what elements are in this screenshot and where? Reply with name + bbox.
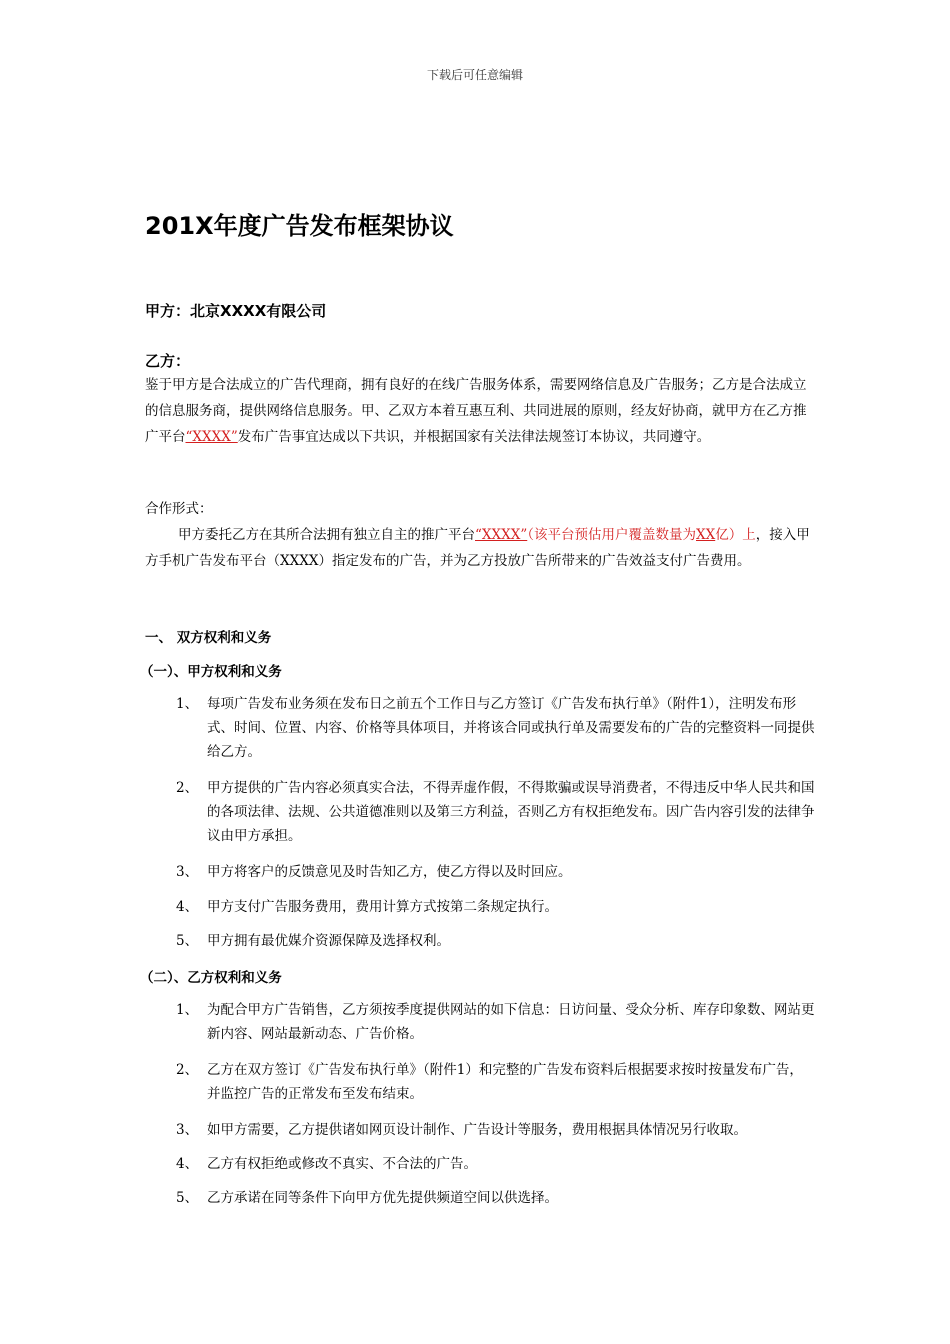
- item-text: 甲方将客户的反馈意见及时告知乙方，使乙方得以及时回应。: [207, 864, 572, 880]
- list-item: [176, 998, 816, 1046]
- item-number: 4、: [176, 899, 199, 915]
- section-heading-1: 一、 双方权利和义务: [145, 630, 272, 646]
- item-number: 3、: [176, 1122, 199, 1138]
- intro-paragraph: [145, 372, 810, 450]
- intro-platform: “XXXX”: [185, 429, 238, 445]
- coop-text-1: 甲方委托乙方在其所合法拥有独立自主的推广平台: [178, 527, 475, 543]
- subsection-heading-1: （一）、甲方权利和义务: [140, 664, 282, 680]
- party-a: 甲方：北京XXXX有限公司: [145, 302, 327, 320]
- item-text: 甲方支付广告服务费用，费用计算方式按第二条规定执行。: [207, 899, 558, 915]
- list-item: [176, 1186, 816, 1210]
- coop-note-1: （该平台预估用户覆盖数量为: [527, 527, 696, 543]
- intro-text-2: 发布广告事宜达成以下共识，并根据国家有关法律法规签订本协议，共同遵守。: [237, 429, 711, 445]
- coop-note-xx: XX: [696, 527, 716, 543]
- item-text: 乙方承诺在同等条件下向甲方优先提供频道空间以供选择。: [207, 1190, 558, 1206]
- item-number: 4、: [176, 1156, 199, 1172]
- item-text: 乙方有权拒绝或修改不真实、不合法的广告。: [207, 1156, 477, 1172]
- item-number: 1、: [176, 696, 199, 712]
- list-item: [176, 1118, 816, 1142]
- document-title: 201X年度广告发布框架协议: [145, 212, 454, 240]
- coop-paragraph: [145, 522, 810, 574]
- list-item: [176, 692, 816, 764]
- intro-text-1: 鉴于甲方是合法成立的广告代理商，拥有良好的在线广告服务体系，需要网络信息及广告服务；乙方是合法成立的信息服务商，提供网络信息服务。甲、乙双方本着互惠互利、共同进展的原则，经友好协商，就甲方在乙方推广平台: [145, 377, 807, 445]
- subsection-heading-2: （二）、乙方权利和义务: [140, 970, 282, 986]
- list-item: [176, 929, 816, 953]
- item-number: 5、: [176, 933, 199, 949]
- coop-text-2: ，接入甲方手机广告发布平台（XXXX）指定发布的广告，并为乙方投放广告所带来的广告效益支付广告费用。: [145, 527, 810, 569]
- list-item: [176, 1058, 816, 1106]
- list-item: [176, 895, 816, 919]
- item-number: 2、: [176, 1062, 199, 1078]
- item-number: 3、: [176, 864, 199, 880]
- coop-note-2: 亿）上: [715, 527, 756, 543]
- item-number: 2、: [176, 780, 199, 796]
- item-text: 乙方在双方签订《广告发布执行单》（附件1）和完整的广告发布资料后根据要求按时按量发布广告，并监控广告的正常发布至发布结束。: [207, 1062, 803, 1102]
- coop-platform: “XXXX”: [475, 527, 528, 543]
- item-text: 每项广告发布业务须在发布日之前五个工作日与乙方签订《广告发布执行单》（附件1），注明发布形式、时间、位置、内容、价格等具体项目，并将该合同或执行单及需要发布的广告的完整资料一同提供给乙方。: [207, 696, 815, 760]
- list-item: [176, 1152, 816, 1176]
- item-text: 如甲方需要，乙方提供诸如网页设计制作、广告设计等服务，费用根据具体情况另行收取。: [207, 1122, 747, 1138]
- list-item: [176, 860, 816, 884]
- page-header: 下载后可任意编辑: [426, 68, 523, 82]
- list-item: [176, 776, 816, 848]
- item-number: 5、: [176, 1190, 199, 1206]
- item-number: 1、: [176, 1002, 199, 1018]
- item-text: 甲方提供的广告内容必须真实合法，不得弄虚作假，不得欺骗或误导消费者，不得违反中华人民共和国的各项法律、法规、公共道德准则以及第三方利益，否则乙方有权拒绝发布。因广告内容引发的法律争议由甲方承担。: [207, 780, 815, 844]
- party-b: 乙方：: [145, 352, 191, 370]
- coop-label: 合作形式：: [145, 501, 213, 517]
- item-text: 为配合甲方广告销售，乙方须按季度提供网站的如下信息：日访问量、受众分析、库存印象数、网站更新内容、网站最新动态、广告价格。: [207, 1002, 815, 1042]
- item-text: 甲方拥有最优媒介资源保障及选择权利。: [207, 933, 450, 949]
